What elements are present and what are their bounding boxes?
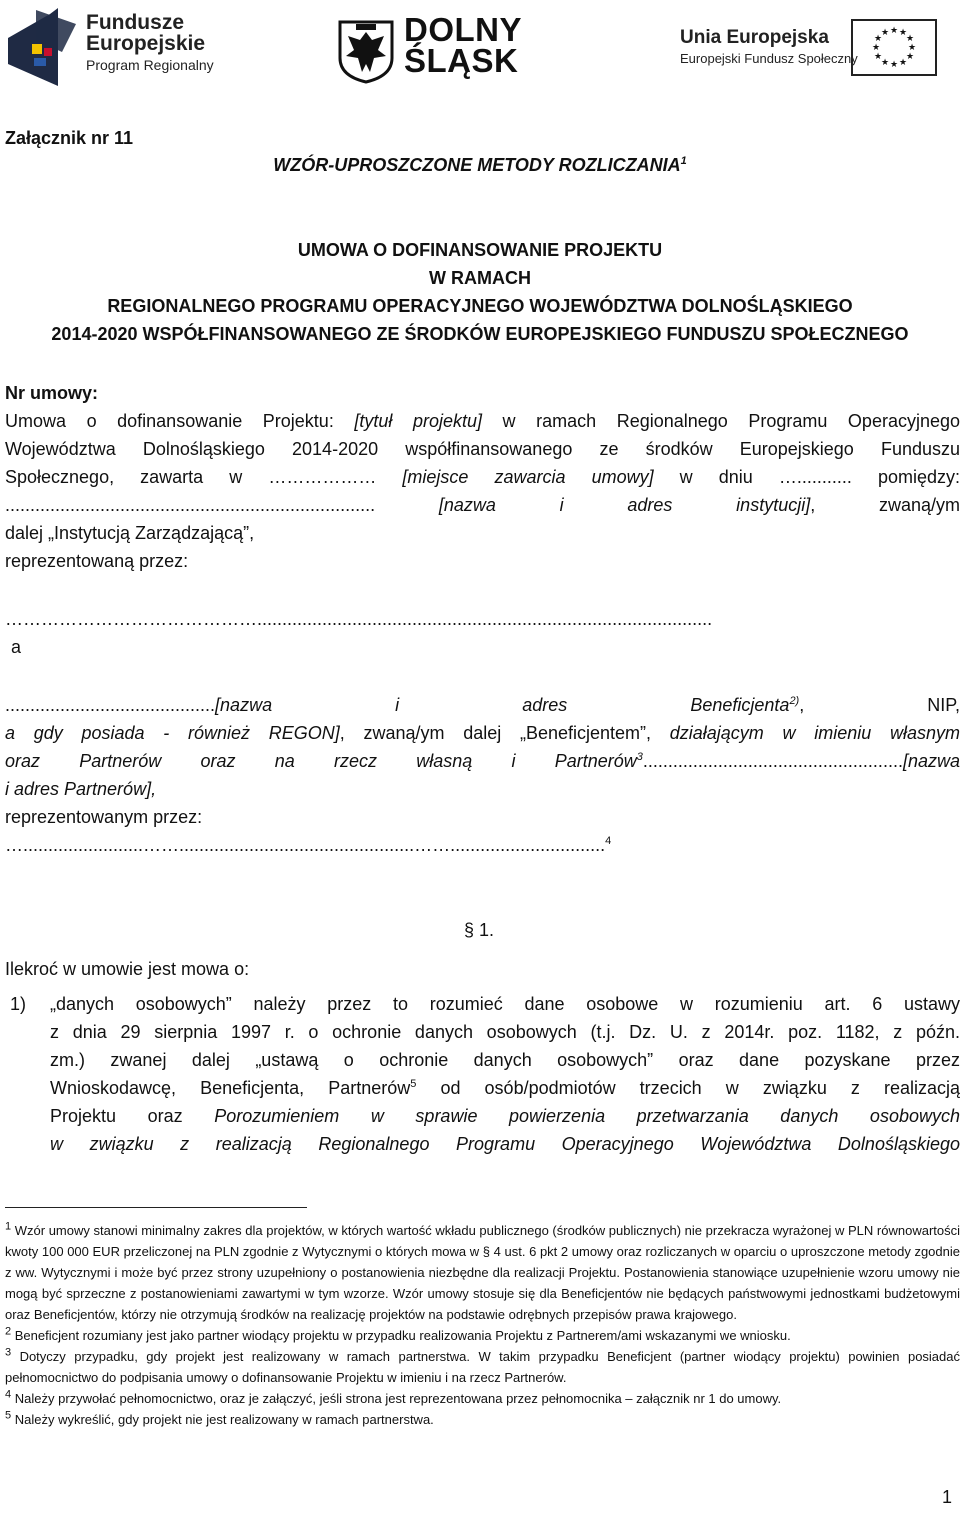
- svg-text:★: ★: [871, 43, 881, 53]
- svg-text:★: ★: [898, 28, 908, 38]
- svg-text:★: ★: [898, 58, 908, 68]
- contract-number-label: Nr umowy:: [5, 383, 99, 403]
- footnote-ref-3[interactable]: 3: [636, 751, 643, 763]
- list-item-line-6: w związku z realizacją Regionalnego Programu Operacyjnego Województwa Dolnośląskiego: [50, 1134, 960, 1154]
- ue-line2: Europejski Fundusz Społeczny: [680, 51, 858, 66]
- signature-dots-2: [5, 831, 960, 859]
- text: , NIP,: [799, 695, 960, 715]
- list-item-line-3: zm.) zwanej dalej „ustawą o ochronie danych osobowych” oraz dane pozyskane przez: [50, 1050, 960, 1070]
- contract-line-10: [5, 719, 960, 747]
- contract-line-1: [5, 407, 960, 435]
- institution-placeholder: [nazwa i adres instytucji]: [438, 495, 811, 515]
- list-item-line-2: z dnia 29 sierpnia 1997 r. o ochronie danych osobowych (t.j. Dz. U. z 2014r. poz. 1182, z późn.: [50, 1022, 960, 1042]
- svg-text:★: ★: [880, 28, 890, 38]
- footnote-text: Należy wykreślić, gdy projekt nie jest realizowany w ramach partnerstwa.: [11, 1412, 434, 1427]
- dolny-slask-eagle-icon: [336, 18, 396, 84]
- text: w ramach Regionalnego Programu Operacyjnego: [482, 411, 960, 431]
- ds-line1: DOLNY: [404, 11, 522, 48]
- footnote-text: Beneficjent rozumiany jest jako partner wiodący projektu w przypadku realizowania Projektu z Partnerem/ami wskazanymi we wniosku.: [11, 1328, 791, 1343]
- partners-placeholder: [nazwa: [902, 751, 960, 771]
- text: Porozumieniem w sprawie powierzenia przetwarzania danych osobowych: [214, 1106, 960, 1126]
- text: od osób/podmiotów trzecich w związku z realizacją: [416, 1078, 960, 1098]
- footnote-5: [5, 1409, 960, 1430]
- ds-line2: ŚLĄSK: [404, 42, 519, 79]
- list-item-line-4: [50, 1074, 960, 1102]
- text: w dniu …........... pomiędzy:: [653, 467, 960, 487]
- svg-text:★: ★: [889, 60, 899, 70]
- place-placeholder: [miejsce zawarcia umowy]: [402, 467, 654, 487]
- text: ..........................................................................: [5, 495, 439, 515]
- svg-text:★: ★: [905, 52, 915, 62]
- template-title: [0, 151, 960, 179]
- fundusze-europejskie-wordmark: [86, 12, 214, 72]
- paragraph-number: § 1.: [464, 920, 495, 940]
- svg-text:★: ★: [889, 26, 899, 36]
- footnote-text: Należy przywołać pełnomocnictwo, oraz je załączyć, jeśli strona jest reprezentowana przez pełnomocnika – załącznik nr 1 do umowy.: [11, 1391, 782, 1406]
- list-item-line-1: „danych osobowych” należy przez to rozumieć dane osobowe w rozumieniu art. 6 ustawy: [50, 994, 960, 1014]
- regon-placeholder: a gdy posiada - również REGON]: [5, 723, 340, 743]
- agreement-title-line1: UMOWA O DOFINANSOWANIE PROJEKTU: [297, 240, 663, 260]
- footnote-1: [5, 1220, 960, 1325]
- contract-line-9: [5, 691, 960, 719]
- ue-line1: Unia Europejska: [680, 27, 829, 48]
- contract-line-6: reprezentowaną przez:: [5, 551, 189, 571]
- footnote-number: 5: [5, 1409, 12, 1422]
- footnote-text: Dotyczy przypadku, gdy projekt jest realizowany w ramach partnerstwa. W takim przypadku Beneficjent (partner wiodący projektu) powinien posiadać pełnomocnictwo do podpisania umowy o dofinansowanie Projektu w imieniu i na rzecz Partnerów.: [5, 1349, 960, 1385]
- text: , zwaną/ym dalej „Beneficjentem”,: [339, 723, 670, 743]
- logo-bar: [0, 0, 960, 100]
- footnote-number: 1: [5, 1220, 12, 1233]
- text: Projektu oraz: [50, 1106, 215, 1126]
- text: ....................................................: [642, 751, 903, 771]
- contract-line-2: Województwa Dolnośląskiego 2014-2020 współfinansowanego ze środków Europejskiego Funduszu: [5, 439, 960, 459]
- footnotes: [5, 1220, 960, 1430]
- footnote-text: Wzór umowy stanowi minimalny zakres dla projektów, w których wartość wkładu publicznego (środków publicznych) nie przekracza wyrażonej w PLN równowartości kwoty 100 000 EUR przeliczonej na PLN zgodnie z Wytycznymi o których mowa w § 4 ust. 6 pkt 2 umowy oraz rozliczanych w oparciu o uproszczone metody zgodnie z ww. Wytycznymi i może być przez strony uzupełniony o postanowienia niezbędne dla realizacji Projektu. Postanowienia stanowiące uzupełnienie wzoru umowy nie mogą być sprzeczne z postanowieniami zawartymi w tym wzorze. Wzór umowy stosuje się dla Beneficjentów nie będących państwowymi jednostkami budżetowymi oraz Beneficjentów, którzy nie otrzymują środków na realizację projektów na podstawie odrębnych przepisów prawa krajowego.: [5, 1223, 960, 1322]
- footnote-ref-2[interactable]: 2): [789, 695, 800, 707]
- svg-text:★: ★: [880, 58, 890, 68]
- text: Wnioskodawcę, Beneficjenta, Partnerów: [50, 1078, 411, 1098]
- project-title-placeholder: [tytuł projektu]: [354, 411, 482, 431]
- contract-line-3: [5, 463, 960, 491]
- unia-europejska-wordmark: [680, 28, 858, 65]
- footnote-number: 4: [5, 1388, 12, 1401]
- contract-line-4: [5, 491, 960, 519]
- conjunction-a: a: [11, 637, 22, 657]
- eu-flag-icon: [851, 19, 937, 76]
- agreement-title-line2: W RAMACH: [429, 268, 531, 288]
- annex-label: Załącznik nr 11: [5, 128, 134, 148]
- contract-line-5: dalej „Instytucją Zarządzającą”,: [5, 523, 255, 543]
- text: , zwaną/ym: [810, 495, 960, 515]
- agreement-title-line4: 2014-2020 WSPÓŁFINANSOWANEGO ZE ŚRODKÓW EUROPEJSKIEGO FUNDUSZU SPOŁECZNEGO: [51, 324, 909, 344]
- text: oraz Partnerów oraz na rzecz własną i Partnerów: [5, 751, 637, 771]
- text: działającym w imieniu własnym: [669, 723, 960, 743]
- svg-text:★: ★: [873, 52, 883, 62]
- list-item-line-5: [50, 1102, 960, 1130]
- fe-line1: Fundusze: [86, 11, 184, 34]
- footnote-ref-1[interactable]: 1: [680, 155, 687, 167]
- beneficiary-placeholder: [nazwa i adres Beneficjenta: [215, 695, 790, 715]
- svg-text:★: ★: [907, 43, 917, 53]
- list-item-number: 1): [10, 994, 27, 1014]
- contract-line-13: reprezentowanym przez:: [5, 807, 203, 827]
- footnote-divider: [5, 1207, 307, 1208]
- footnote-ref-5[interactable]: 5: [410, 1078, 417, 1090]
- signature-dots-1: ……………………………………...........................................................................................: [5, 609, 713, 629]
- contract-line-11: [5, 747, 960, 775]
- template-title-text: WZÓR-UPROSZCZONE METODY ROZLICZANIA: [273, 155, 681, 175]
- footnote-number: 2: [5, 1325, 12, 1338]
- footnote-4: [5, 1388, 960, 1409]
- definitions-intro: Ilekroć w umowie jest mowa o:: [5, 959, 250, 979]
- text: Umowa o dofinansowanie Projektu:: [5, 411, 355, 431]
- footnote-3: [5, 1346, 960, 1388]
- fundusze-europejskie-logo-icon: [6, 4, 82, 90]
- svg-text:★: ★: [873, 34, 883, 44]
- page-number: 1: [941, 1487, 952, 1507]
- footnote-number: 3: [5, 1346, 12, 1359]
- agreement-title-line3: REGIONALNEGO PROGRAMU OPERACYJNEGO WOJEWÓDZTWA DOLNOŚLĄSKIEGO: [107, 296, 853, 316]
- text: Społecznego, zawarta w ………………: [5, 467, 403, 487]
- text: ..........................................: [5, 695, 216, 715]
- svg-text:★: ★: [905, 34, 915, 44]
- footnote-ref-4[interactable]: 4: [605, 835, 612, 847]
- footnote-2: [5, 1325, 960, 1346]
- text: …........................……...............................................……...............................: [5, 835, 606, 855]
- fe-line2: Europejskie: [86, 32, 206, 55]
- dolny-slask-wordmark: [404, 11, 522, 79]
- contract-line-12: i adres Partnerów],: [5, 779, 157, 799]
- fe-line3: Program Regionalny: [86, 57, 214, 73]
